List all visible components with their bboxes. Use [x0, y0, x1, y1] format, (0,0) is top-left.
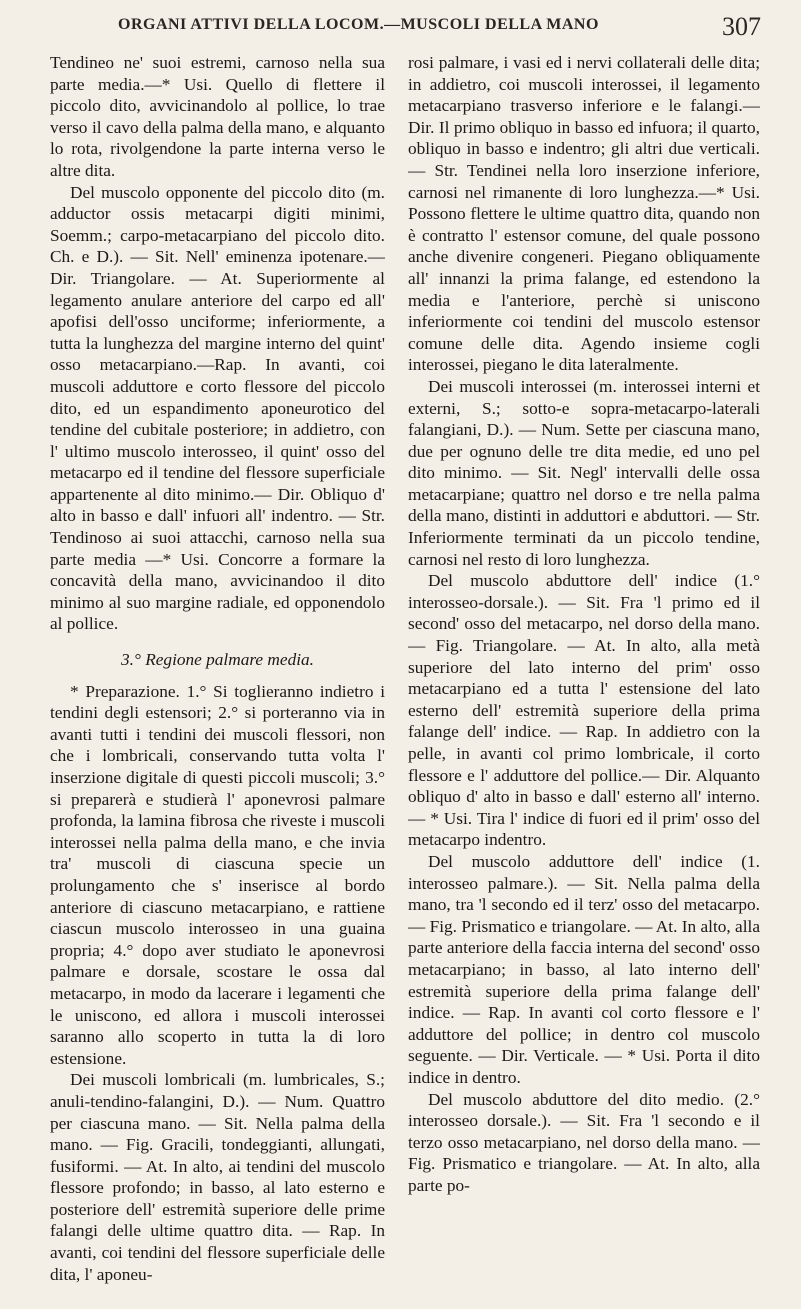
paragraph: rosi palmare, i vasi ed i nervi collaterali delle dita; in addietro, coi muscoli interossei, il legamento metacarpiano trasverso inferiore e le falangi.—Dir. Il primo obliquo in basso ed infuora; il quarto, obliquo in basso e indentro; gli altri due verticali. — Str. Tendinei nella loro inserzione inferiore, carnosi nel rimanente di loro lunghezza.—* Usi. Possono flettere le ultime quattro dita, quando non è contratto l' estensor comune, del quale possono anche divenire congeneri. Piegano obliquamente all' innanzi la prima falange, ed estendono la media e l'anteriore, perchè si uniscono inferiormente coi tendini del muscolo estensor comune delle dita. Agendo insieme cogli interossei, piegano le dita lateralmente.	[408, 53, 760, 375]
paragraph: Del muscolo opponente del piccolo dito (m. adductor ossis metacarpi digiti minimi, Soemm.; carpo-metacarpiano del piccolo dito. Ch. e D.). — Sit. Nell' eminenza ipotenare.—Dir. Triangolare. — At. Superiormente al legamento anulare anteriore del carpo ed all' apofisi dell'osso unciforme; inferiormente, a tutta la lunghezza del margine interno del quint' osso metacarpiano.—Rap. In avanti, coi muscoli adduttore e corto flessore del piccolo dito, ed un espandimento aponeurotico del tendine del cubitale posteriore; in addietro, con l' ultimo muscolo interosseo, il quint' osso del metacarpo ed il tendine del flessore superficiale appartenente al dito minimo.— Dir. Obliquo d' alto in basso e dall' infuori all' indentro. — Str. Tendinoso ai suoi attacchi, carnoso nella sua parte media —* Usi. Concorre a formare la concavità della mano, avvicinandoo il dito minimo al suo margine radiale, ed opponendolo al pollice.	[50, 182, 385, 634]
paragraph: Del muscolo abduttore dell' indice (1.° interosseo-dorsale.). — Sit. Fra 'l primo ed il second' osso del metacarpo, nel dorso della mano. — Fig. Triangolare. — At. In alto, alla metà superiore del lato interno del prim' osso metacarpiano ed a tutta l' estensione del lato esterno dell' estremità superiore della prima falange dell' indice. — Rap. In addietro con la pelle, in avanti col primo lombricale, il corto flessore e l' adduttore del pollice.— Dir. Alquanto obliquo d' alto in basso e dall' esterno all' interno. — * Usi. Tira l' indice di fuori ed il prim' osso del metacarpo indentro.	[408, 571, 760, 850]
page-number: 307	[722, 12, 761, 41]
right-column	[408, 52, 760, 1292]
paragraph: Del muscolo abduttore del dito medio. (2.° interosseo dorsale.). — Sit. Fra 'l secondo e il terzo osso metacarpiano, nel dorso della mano. — Fig. Prismatico e triangolare. — At. In alto, alla parte po-	[408, 1089, 760, 1195]
paragraph: Del muscolo adduttore dell' indice (1. interosseo palmare.). — Sit. Nella palma della mano, tra 'l secondo ed il terz' osso del metacarpo. — Fig. Prismatico e triangolare. — At. In alto, alla parte anteriore della faccia interna del second' osso metacarpiano; in basso, al lato interno dell' estremità superiore della prima falange dell' indice. — Rap. In avanti col corto flessore e l' adduttore del pollice; in dentro col muscolo seguente. — Dir. Verticale. — * Usi. Porta il dito indice in dentro.	[408, 851, 760, 1087]
page-header	[0, 10, 801, 48]
paragraph: * Preparazione. 1.° Si toglieranno indietro i tendini degli estensori; 2.° si porteranno via in avanti tutti i tendini dei muscoli flessori, non che i lombricali, conservando tutta volta l' inserzione digitale di questi piccoli muscoli; 3.° si preparerà e studierà l' aponevrosi palmare profonda, la lamina fibrosa che riveste i muscoli interossei nella palma della mano, e che invia tra' muscoli di ciascuna specie un prolungamento che s' inserisce al bordo anteriore di ciascuno metacarpiano, e rattiene ciascun muscolo interosseo in una guaina propria; 4.° dopo aver studiato le aponevrosi palmare e dorsale, scostare le ossa dal metacarpo, in modo da lacerare i legamenti che le uniscono, ed allora i muscoli interossei saranno allo scoperto in tutta la di loro estensione.	[50, 681, 385, 1068]
running-head: ORGANI ATTIVI DELLA LOCOM.—MUSCOLI DELLA MANO	[118, 16, 599, 33]
section-heading: 3.° Regione palmare media.	[121, 650, 314, 670]
paragraph: Dei muscoli interossei (m. interossei interni et externi, S.; sotto-e sopra-metacarpo-laterali falangiani, D.). — Num. Sette per ciascuna mano, due per ognuno delle tre dita medie, ed uno pel dito minimo. — Sit. Negl' intervalli delle ossa metacarpiane; quattro nel dorso e tre nella palma della mano, distinti in adduttori e abduttori. — Str. Inferiormente terminati da un piccolo tendine, carnosi nel resto di loro lunghezza.	[408, 376, 760, 569]
paragraph: Dei muscoli lombricali (m. lumbricales, S.; anuli-tendino-falangini, D.). — Num. Quattro per ciascuna mano. — Sit. Nella palma della mano. — Fig. Gracili, tondeggianti, allungati, fusiformi. — At. In alto, ai tendini del muscolo flessore profondo; in basso, al lato esterno e posteriore dell' estremità superiore delle prime falangi delle ultime quattro dita. — Rap. In avanti, coi tendini del flessore superficiale delle dita, l' aponeu-	[50, 1070, 385, 1284]
paragraph: Tendineo ne' suoi estremi, carnoso nella sua parte media.—* Usi. Quello di flettere il piccolo dito, avvicinandolo al pollice, lo trae verso il cavo della palma della mano, e alquanto lo rota, rivolgendone la parte interna verso le altre dita.	[50, 53, 385, 180]
left-column	[50, 52, 385, 1292]
